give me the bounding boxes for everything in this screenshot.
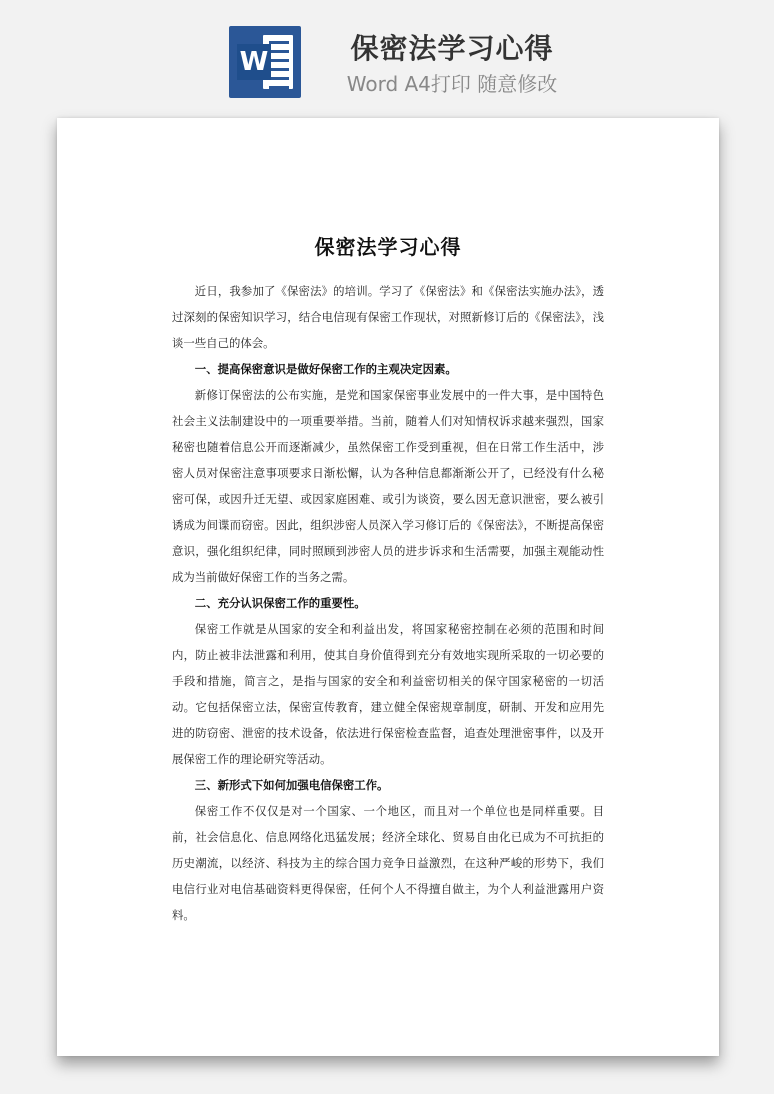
document-title: 保密法学习心得 [314, 235, 462, 259]
header [0, 0, 774, 110]
word-letter: W [237, 44, 271, 80]
section-heading: 一、提高保密意识是做好保密工作的主观决定因素。 [194, 362, 457, 376]
paragraph: 保密工作不仅仅是对一个国家、一个地区，而且对一个单位也是同样重要。目前，社会信息化、信息网络化迅猛发展；经济全球化、贸易自由化已成为不可抗拒的历史潮流，以经济、科技为主的综合国力竞争日益激烈，在这种严峻的形势下，我们电信行业对电信基础资料更得保密，任何个人不得擅自做主，为个人利益泄露用户资料。 [172, 804, 604, 922]
paragraph: 新修订保密法的公布实施，是党和国家保密事业发展中的一件大事，是中国特色社会主义法制建设中的一项重要举措。当前，随着人们对知情权诉求越来强烈，国家秘密也随着信息公开而逐渐减少，虽然保密工作受到重视，但在日常工作生活中，涉密人员对保密注意事项要求日渐松懈，认为各种信息都渐渐公开了，已经没有什么秘密可保，或因升迁无望、或因家庭困难、或引为谈资，要么因无意识泄密，要么被引诱成为间谍而窃密。因此，组织涉密人员深入学习修订后的《保密法》，不断提高保密意识，强化组织纪律，同时照顾到涉密人员的进步诉求和生活需要，加强主观能动性成为当前做好保密工作的当务之需。 [172, 388, 604, 584]
banner-subtitle: Word A4打印 随意修改 [346, 72, 558, 96]
section-heading: 二、充分认识保密工作的重要性。 [194, 596, 366, 610]
document-body [172, 278, 604, 928]
paragraph: 近日，我参加了《保密法》的培训。学习了《保密法》和《保密法实施办法》，透过深刻的保密知识学习，结合电信现有保密工作现状，对照新修订后的《保密法》，浅谈一些自己的体会。 [172, 284, 604, 350]
word-icon [229, 26, 301, 98]
section-heading: 三、新形式下如何加强电信保密工作。 [194, 778, 389, 792]
banner-title: 保密法学习心得 [350, 32, 554, 65]
document-page [57, 118, 719, 1056]
paragraph: 保密工作就是从国家的安全和利益出发，将国家秘密控制在必须的范围和时间内，防止被非法泄露和利用，使其自身价值得到充分有效地实现所采取的一切必要的手段和措施，简言之，是指与国家的安全和利益密切相关的保守国家秘密的一切活动。它包括保密立法，保密宣传教育，建立健全保密规章制度，研制、开发和应用先进的防窃密、泄密的技术设备，依法进行保密检查监督，追查处理泄密事件，以及开展保密工作的理论研究等活动。 [172, 622, 604, 766]
